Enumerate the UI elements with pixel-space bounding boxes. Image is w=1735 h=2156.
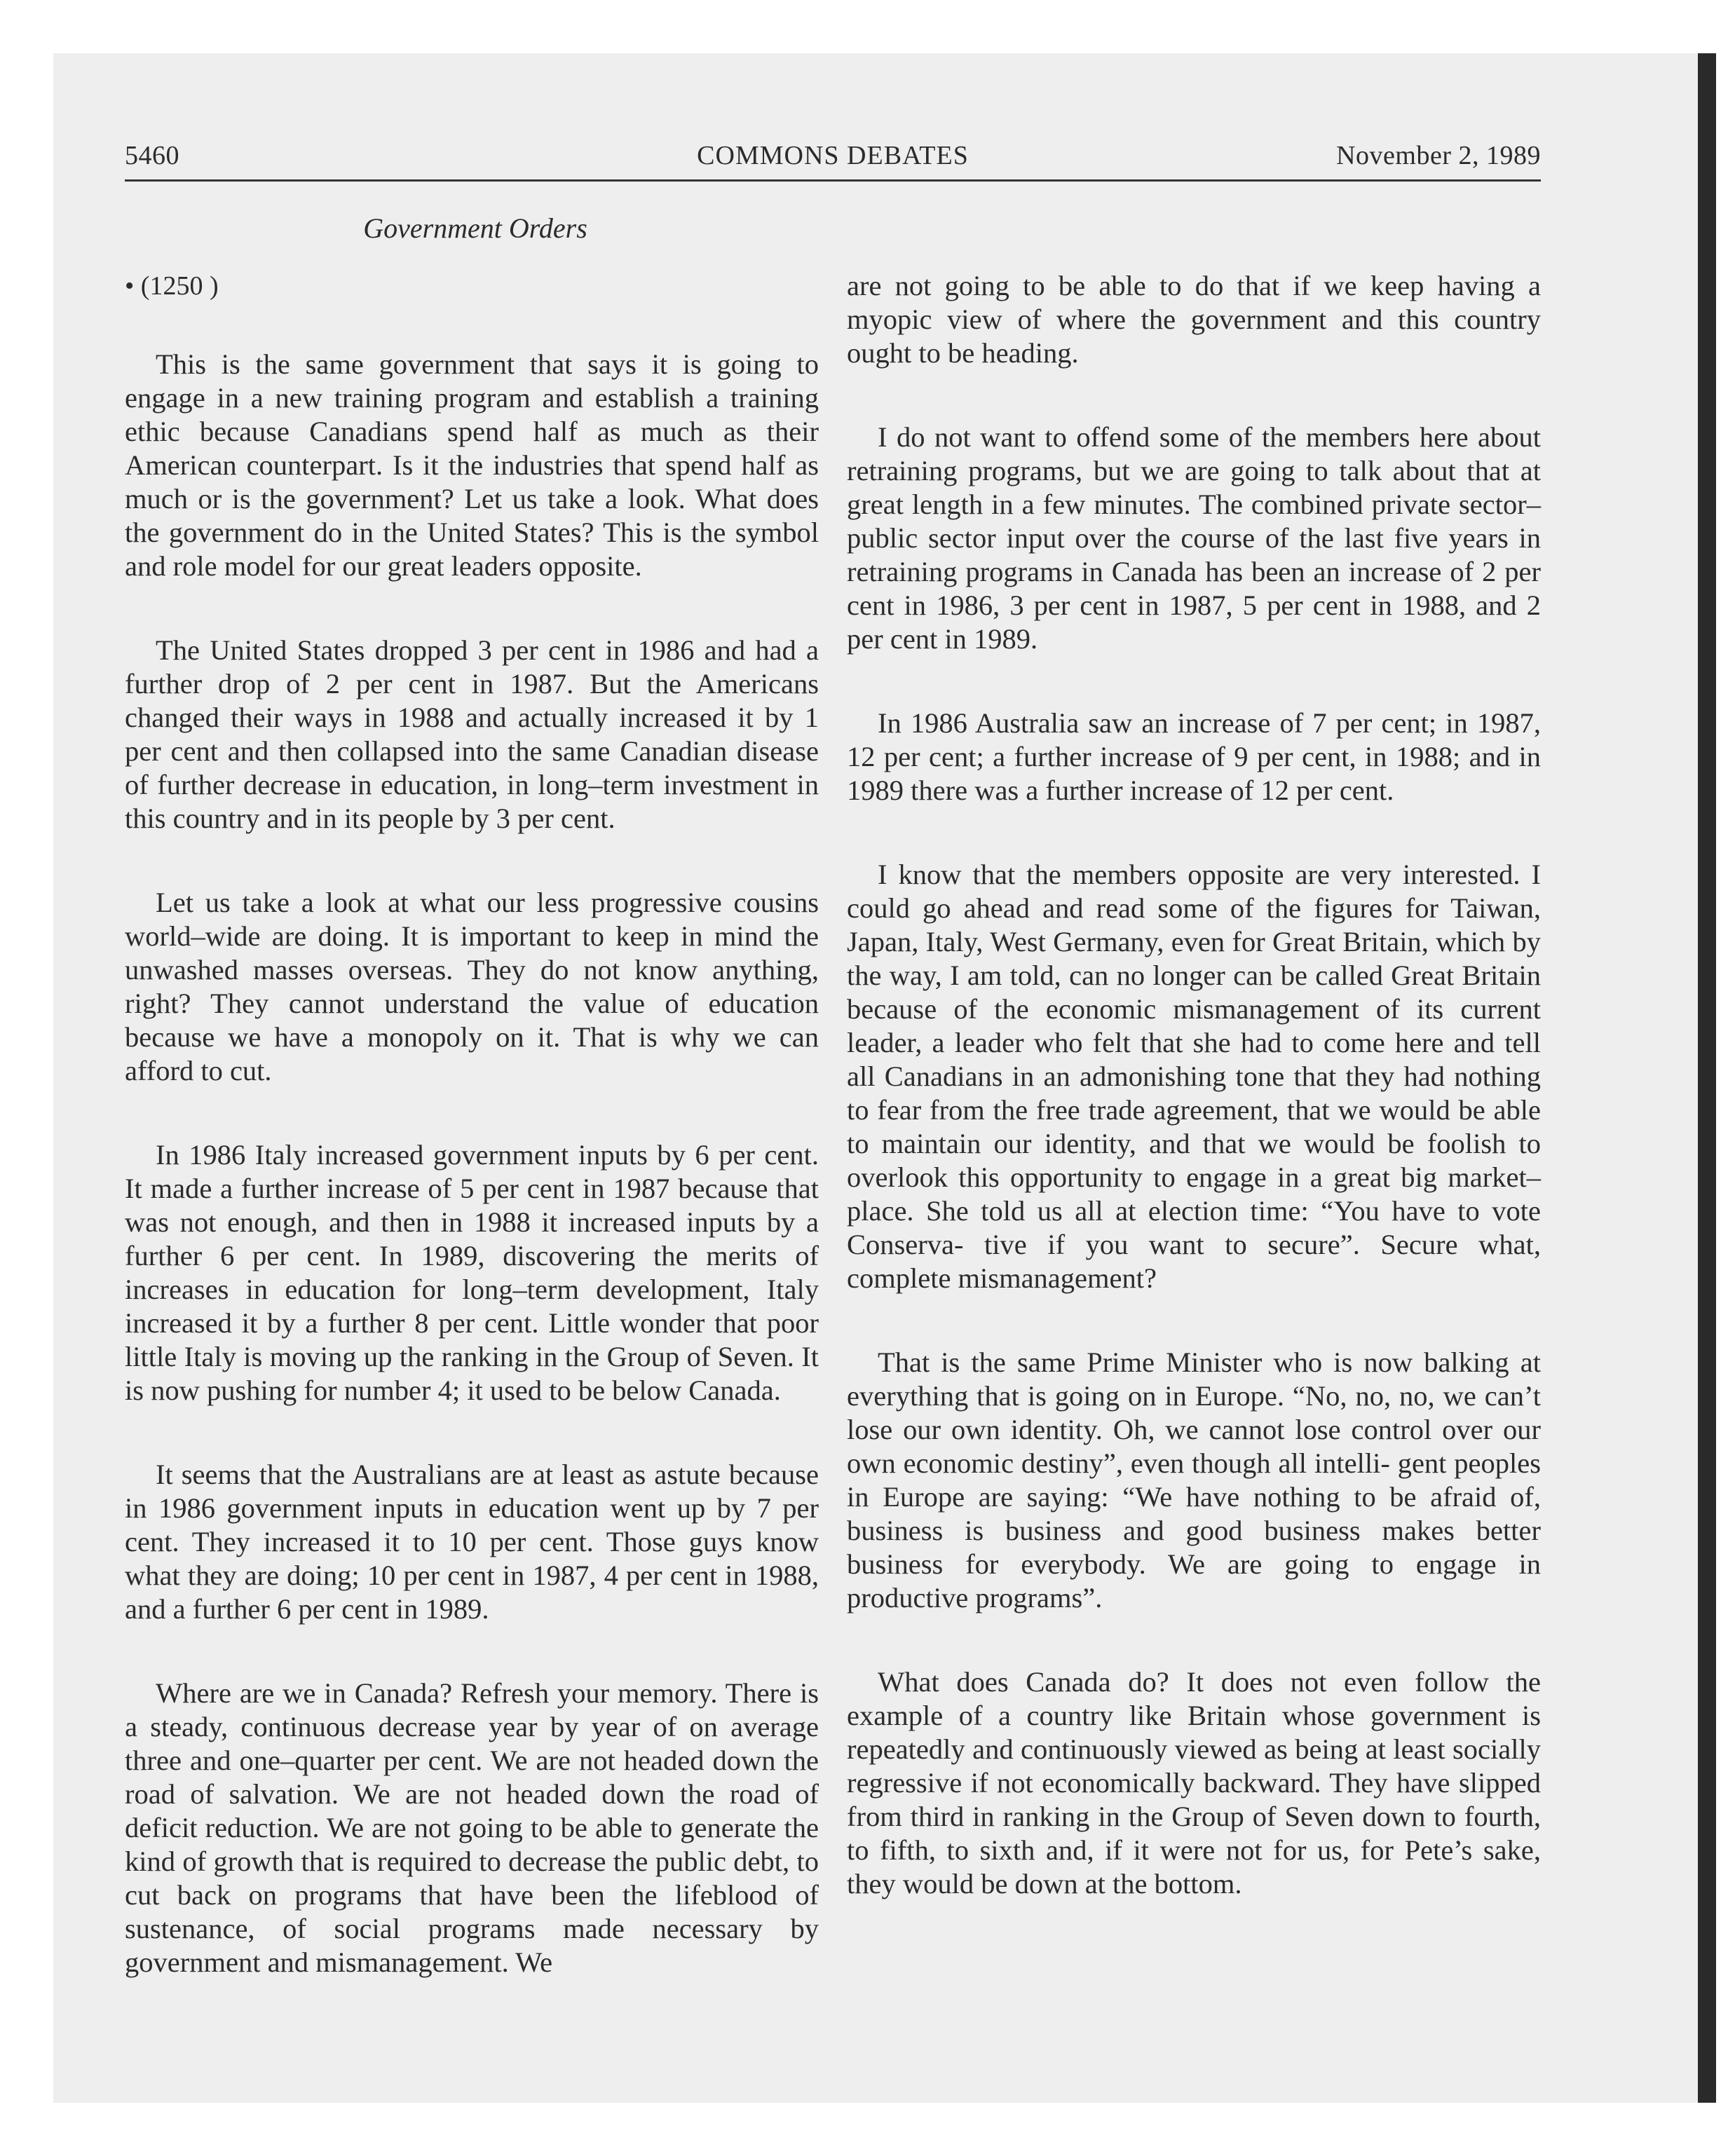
paragraph: In 1986 Italy increased government inputs by 6 per cent. It made a further increase of 5 per cent in 1987 because that was not enough, and then in 1988 it increased inputs by a further 6 per cent. In 1989, discovering the merits of increases in education for long–term development, Italy increased it by a further 8 per cent. Little wonder that poor little Italy is moving up the ranking in the Group of Seven. It is now pushing for number 4; it used to be below Canada.	[125, 1139, 819, 1406]
page-header	[125, 130, 1541, 172]
paragraph: Where are we in Canada? Refresh your memory. There is a steady, continuous decrease year by year of on average three and one–quarter per cent. We are not headed down the road of salvation. We are not headed down the road of deficit reduction. We are not going to be able to generate the kind of growth that is required to decrease the public debt, to cut back on programs that have been the lifeblood of sustenance, of social programs made necessary by government and mismanagement. We	[125, 1677, 819, 1978]
scan-edge-shadow	[1698, 53, 1716, 2103]
publication-title: COMMONS DEBATES	[697, 141, 969, 170]
page-number: 5460	[125, 141, 179, 170]
paragraph: What does Canada do? It does not even follow the example of a country like Britain whose government is repeatedly and continuously viewed as being at least socially regressive if not economically backward. They have slipped from third in ranking in the Group of Seven down to fourth, to fifth, to sixth and, if it were not for us, for Pete’s sake, they would be down at the bottom.	[847, 1666, 1541, 1899]
paragraph: I know that the members opposite are very interested. I could go ahead and read some of the figures for Taiwan, Japan, Italy, West Germany, even for Great Britain, which by the way, I am told, can no longer can be called Great Britain because of the economic mismanagement of its current leader, a leader who felt that she had to come here and tell all Canadians in an admonishing tone that they had nothing to fear from the free trade agreement, that we would be able to maintain our identity, and that we would be foolish to overlook this opportunity to engage in a great big market–place. She told us all at election time: “You have to vote Conserva- tive if you want to secure”. Secure what, complete mismanagement?	[847, 859, 1541, 1294]
paragraph: This is the same government that says it is going to engage in a new training program and establish a training ethic because Canadians spend half as much as their American counterpart. Is it the industries that spend half as much or is the government? Let us take a look. What does the government do in the United States? This is the symbol and role model for our great leaders opposite.	[125, 348, 819, 582]
timestamp: • (1250 )	[125, 271, 219, 301]
publication-date: November 2, 1989	[1336, 141, 1541, 170]
paragraph: Let us take a look at what our less progressive cousins world–wide are doing. It is important to keep in mind the unwashed masses overseas. They do not know anything, right? They cannot understand the value of education because we have a monopoly on it. That is why we can afford to cut.	[125, 887, 819, 1086]
paragraph-continued: are not going to be able to do that if we keep having a myopic view of where the government and this country ought to be heading.	[847, 270, 1541, 369]
paragraph: It seems that the Australians are at least as astute because in 1986 government inputs in education went up by 7 per cent. They increased it to 10 per cent. Those guys know what they are doing; 10 per cent in 1987, 4 per cent in 1988, and a further 6 per cent in 1989.	[125, 1459, 819, 1625]
paragraph: That is the same Prime Minister who is now balking at everything that is going on in Europe. “No, no, no, we can’t lose our own identity. Oh, we cannot lose control over our own economic destiny”, even though all intelli- gent peoples in Europe are saying: “We have nothing to be afraid of, business is business and good business makes better business for everybody. We are going to engage in productive programs”.	[847, 1346, 1541, 1613]
left-column	[125, 269, 819, 1979]
paragraph: I do not want to offend some of the members here about retraining programs, but we are going to talk about that at great length in a few minutes. The combined private sector–public sector input over the course of the last five years in retraining programs in Canada has been an increase of 2 per cent in 1986, 3 per cent in 1987, 5 per cent in 1988, and 2 per cent in 1989.	[847, 421, 1541, 655]
paragraph: In 1986 Australia saw an increase of 7 per cent; in 1987, 12 per cent; a further increase of 9 per cent, in 1988; and in 1989 there was a further increase of 12 per cent.	[847, 707, 1541, 806]
header-rule	[125, 179, 1541, 182]
right-column	[847, 269, 1541, 1901]
paragraph: The United States dropped 3 per cent in 1986 and had a further drop of 2 per cent in 1987. But the Americans changed their ways in 1988 and actually increased it by 1 per cent and then collapsed into the same Canadian disease of further decrease in education, in long–term investment in this country and in its people by 3 per cent.	[125, 634, 819, 834]
section-title: Government Orders	[363, 212, 587, 244]
